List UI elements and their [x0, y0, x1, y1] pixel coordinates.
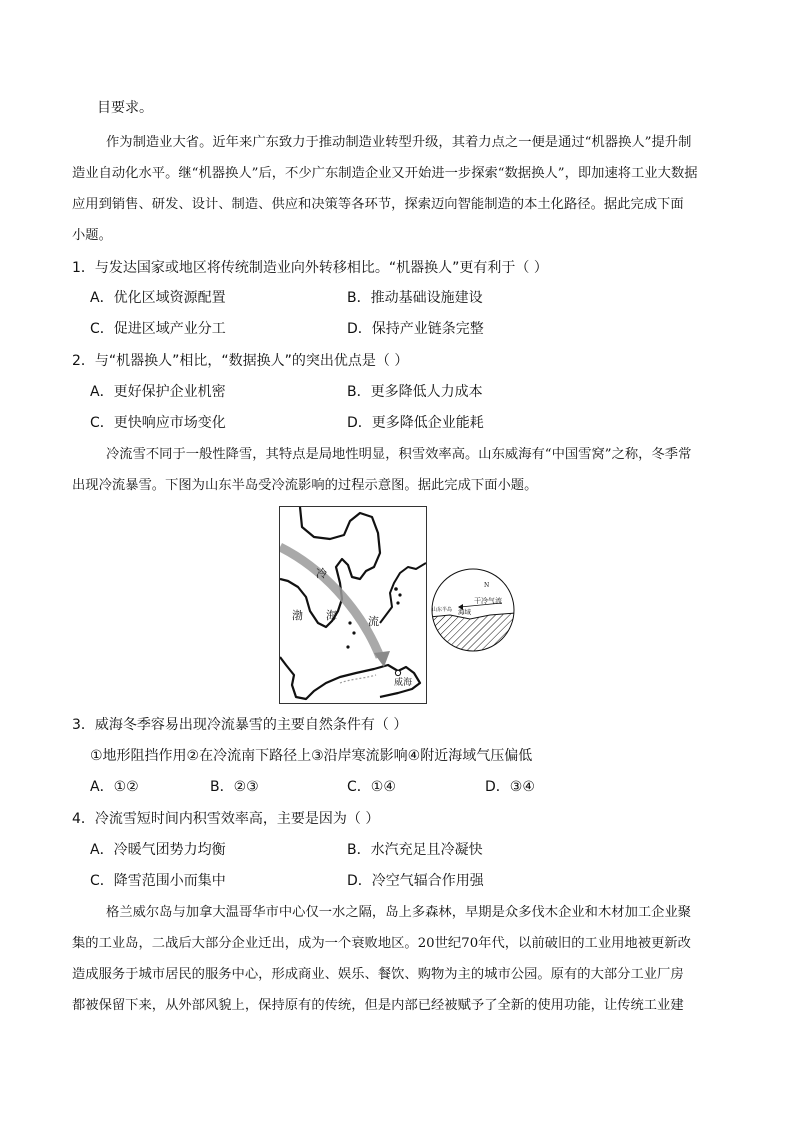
inset-land-hatch [430, 613, 516, 653]
island [348, 621, 351, 624]
label-bohai: 渤 [292, 609, 303, 622]
island [352, 631, 355, 634]
question-3-option-c[interactable]: C．①④ [347, 779, 396, 795]
question-2-stem: 2．与“机器换人”相比，“数据换人”的突出优点是（ ） [72, 353, 409, 369]
question-4-option-d[interactable]: D．冷空气辐合作用强 [347, 873, 484, 889]
island [346, 645, 349, 648]
question-3-option-d[interactable]: D．③④ [485, 779, 535, 795]
inset-dry-cold-label: 干冷气流 [474, 597, 502, 605]
passage1-line4: 小题。 [72, 228, 112, 243]
question-1-option-b[interactable]: B．推动基础设施建设 [347, 290, 483, 306]
question-3-conditions: ①地形阻挡作用②在冷流南下路径上③沿岸寒流影响④附近海域气压偏低 [90, 748, 533, 764]
question-3-stem: 3．威海冬季容易出现冷流暴雪的主要自然条件有（ ） [72, 717, 408, 733]
passage2-line2: 出现冷流暴雪。下图为山东半岛受冷流影响的过程示意图。据此完成下面小题。 [72, 478, 538, 493]
passage3-line1: 格兰威尔岛与加拿大温哥华市中心仅一水之隔，岛上多森林，早期是众多伐木企业和木材加工企业聚 [106, 905, 692, 920]
weihai-marker [395, 670, 400, 675]
question-4-option-c[interactable]: C．降雪范围小而集中 [90, 873, 226, 889]
question-2-option-a[interactable]: A．更好保护企业机密 [90, 384, 226, 400]
passage2-line1: 冷流雪不同于一般性降雪，其特点是局地性明显，积雪效率高。山东威海有“中国雪窝”之称，冬季常 [106, 447, 692, 462]
passage1-line2: 造业自动化水平。继“机器换人”后，不少广东制造企业又开始进一步探索“数据换人”，即加速将工业大数据 [72, 166, 698, 181]
label-liu: 流 [368, 615, 379, 628]
question-4-option-b[interactable]: B．水汽充足且冷凝快 [347, 842, 483, 858]
label-cold: 冷 [316, 567, 327, 580]
question-1-stem: 1．与发达国家或地区将传统制造业向外转移相比。“机器换人”更有利于（ ） [72, 260, 548, 276]
inset-sea-label: 海域 [458, 608, 471, 616]
island [394, 587, 398, 591]
question-3-option-a[interactable]: A．①② [90, 779, 139, 795]
question-2-option-c[interactable]: C．更快响应市场变化 [90, 415, 226, 431]
question-2-option-d[interactable]: D．更多降低企业能耗 [347, 415, 484, 431]
passage1-line1: 作为制造业大省。近年来广东致力于推动制造业转型升级，其着力点之一便是通过“机器换人”提升制 [106, 135, 692, 150]
inset-land-label: 山东半岛 [432, 607, 453, 613]
question-1-option-d[interactable]: D．保持产业链条完整 [347, 321, 484, 337]
island [396, 601, 399, 604]
passage3-line4: 都被保留下来，从外部风貌上，保持原有的传统，但是内部已经被赋予了全新的使用功能，让传统工业建 [72, 998, 684, 1013]
map-drawing [280, 507, 426, 703]
question-4-option-a[interactable]: A．冷暖气团势力均衡 [90, 842, 226, 858]
question-4-stem: 4．冷流雪短时间内积雪效率高，主要是因为（ ） [72, 811, 380, 827]
passage3-line2: 集的工业岛，二战后大部分企业迁出，成为一个衰败地区。20世纪70年代，以前破旧的工业用地被更新改 [72, 936, 691, 951]
inset-drawing [430, 567, 516, 653]
label-hai: 海 [326, 609, 337, 622]
question-1-option-a[interactable]: A．优化区域资源配置 [90, 290, 226, 306]
inset-diagram [430, 567, 516, 653]
passage1-line0: 目要求。 [97, 100, 153, 116]
coastline-east [380, 563, 426, 623]
island [398, 593, 401, 596]
label-weihai: 威海 [394, 678, 413, 688]
question-3-option-b[interactable]: B．②③ [210, 779, 259, 795]
cold-flow-arrow [280, 547, 380, 657]
question-1-option-c[interactable]: C．促进区域产业分工 [90, 321, 226, 337]
passage1-line3: 应用到销售、研发、设计、制造、供应和决策等各环节，探索迈向智能制造的本土化路径。据此完成下面 [72, 197, 684, 212]
passage3-line3: 造成服务于城市居民的服务中心，形成商业、娱乐、餐饮、购物为主的城市公园。原有的大部分工业厂房 [72, 967, 684, 982]
question-2-option-b[interactable]: B．更多降低人力成本 [347, 384, 483, 400]
shandong-cold-flow-map [279, 506, 427, 704]
inset-north: N [484, 582, 490, 589]
